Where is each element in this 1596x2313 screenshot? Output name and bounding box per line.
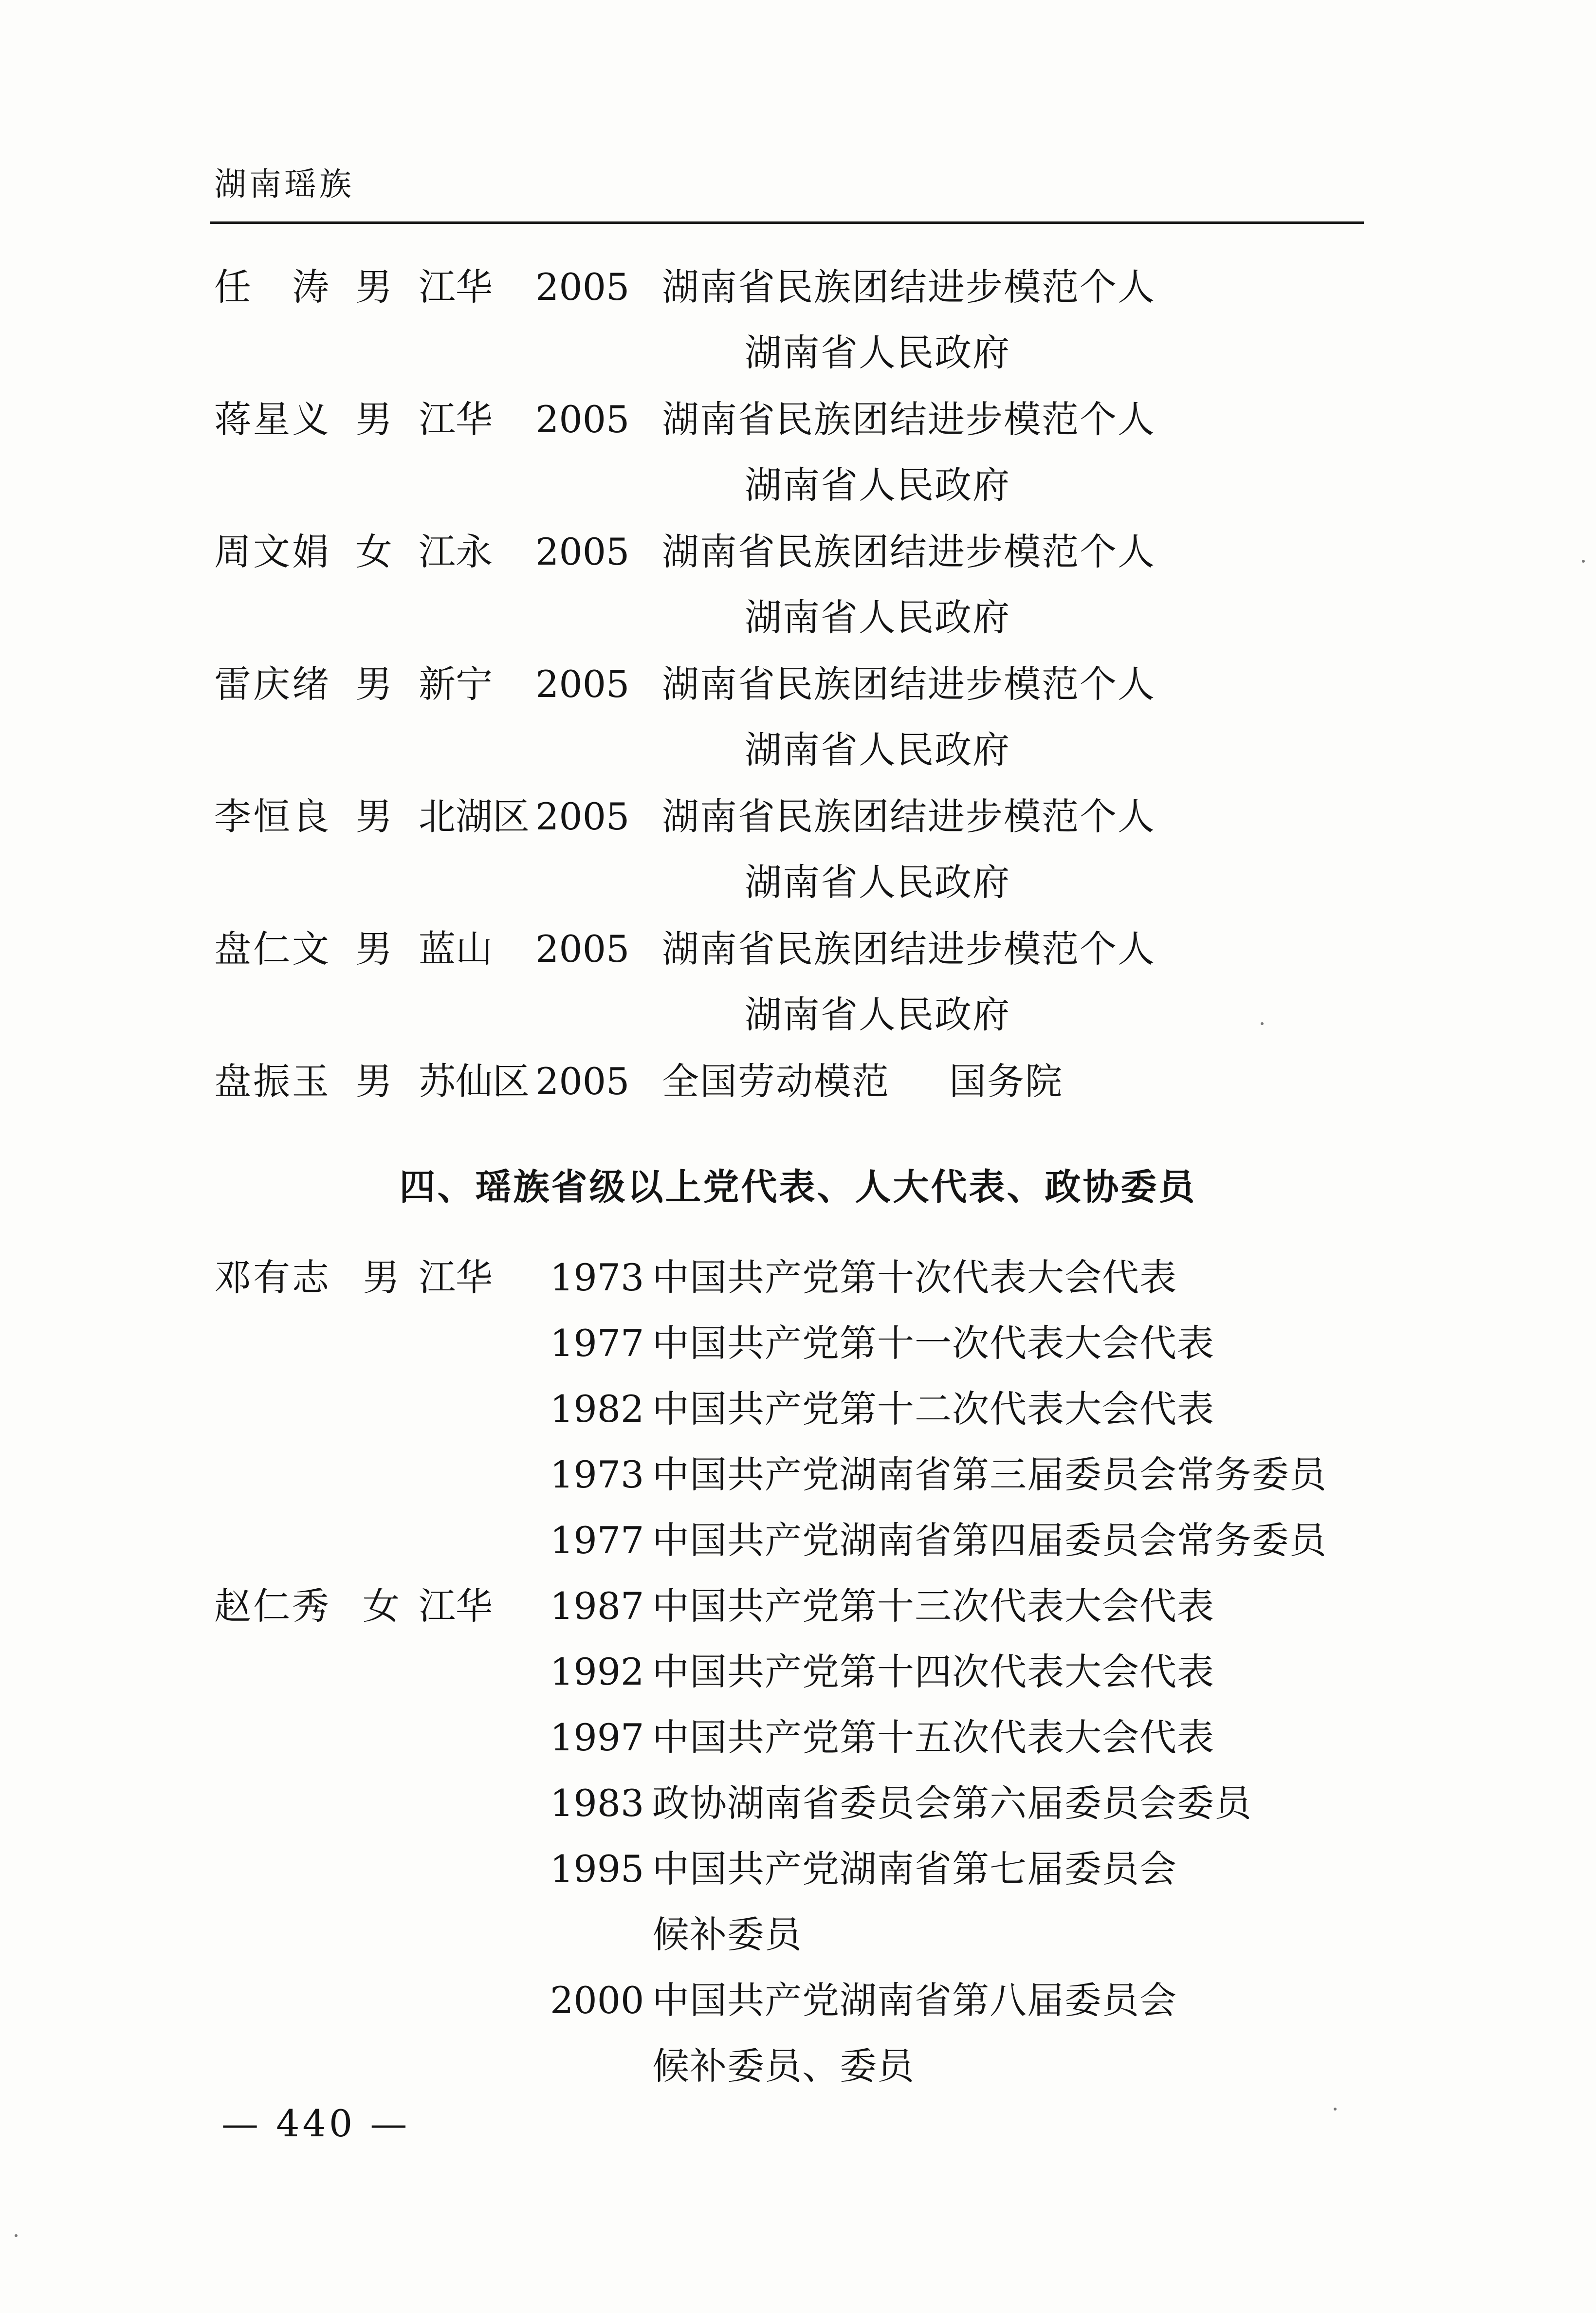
entry-year: 2000 [550, 1979, 644, 2022]
list-item [214, 1648, 1577, 1713]
person-sex: 男 [355, 265, 392, 309]
person-sex: 男 [355, 398, 392, 441]
section-heading: 四、瑶族省级以上党代表、人大代表、政协委员 [399, 1166, 1197, 1208]
list-item [214, 925, 1528, 1057]
person-sex: 女 [355, 530, 392, 573]
awards-list [214, 263, 1528, 1190]
person-place: 江华 [419, 265, 493, 309]
scan-speck [1261, 1022, 1264, 1025]
person-sex: 女 [363, 1584, 400, 1628]
entry-text: 中国共产党第十次代表大会代表 [652, 1256, 1177, 1299]
award-year: 2005 [535, 795, 630, 838]
entry-text: 政协湖南省委员会第六届委员会委员 [652, 1781, 1252, 1825]
person-name: 蒋星义 [214, 398, 331, 441]
award-honor: 全国劳动模范 [662, 1060, 890, 1103]
person-place: 江华 [419, 1256, 493, 1299]
running-title: 湖南瑶族 [214, 165, 354, 203]
list-item [214, 1779, 1577, 1845]
award-year: 2005 [535, 927, 630, 971]
entry-year: 1987 [550, 1584, 644, 1628]
entry-text: 中国共产党湖南省第八届委员会 [652, 1979, 1177, 2022]
award-issuer: 湖南省人民政府 [745, 463, 1010, 507]
person-sex: 男 [355, 795, 392, 838]
list-item [214, 1516, 1577, 1582]
award-issuer: 湖南省人民政府 [745, 331, 1010, 374]
list-item [214, 528, 1528, 660]
list-item [214, 792, 1528, 925]
person-place: 江永 [419, 530, 493, 573]
award-honor: 湖南省民族团结进步模范个人 [662, 265, 1156, 309]
award-issuer: 湖南省人民政府 [745, 728, 1010, 771]
entry-year: 1992 [550, 1650, 644, 1693]
entry-year: 1973 [550, 1453, 644, 1496]
person-name: 赵仁秀 [214, 1584, 331, 1628]
award-issuer: 国务院 [949, 1060, 1063, 1103]
award-year: 2005 [535, 398, 630, 441]
person-name: 盘振玉 [214, 1060, 331, 1103]
award-honor: 湖南省民族团结进步模范个人 [662, 530, 1156, 573]
header-rule [210, 221, 1364, 224]
person-sex: 男 [355, 1060, 392, 1103]
page-number: — 440 — [221, 2102, 410, 2145]
award-year: 2005 [535, 1060, 630, 1103]
person-name: 邓有志 [214, 1256, 331, 1299]
entry-text: 中国共产党第十四次代表大会代表 [652, 1650, 1214, 1693]
award-honor: 湖南省民族团结进步模范个人 [662, 398, 1156, 441]
person-name: 周文娟 [214, 530, 331, 573]
entry-text: 中国共产党第十一次代表大会代表 [652, 1322, 1214, 1365]
person-name: 李恒良 [214, 795, 331, 838]
representatives-list [214, 1253, 1577, 2108]
award-honor: 湖南省民族团结进步模范个人 [662, 927, 1156, 971]
list-item [214, 1319, 1577, 1385]
award-year: 2005 [535, 662, 630, 706]
person-place: 新宁 [419, 662, 493, 706]
entry-continuation: 候补委员 [652, 1913, 802, 1956]
entry-text: 中国共产党第十二次代表大会代表 [652, 1387, 1214, 1431]
scan-speck [1582, 560, 1585, 563]
award-year: 2005 [535, 530, 630, 573]
award-issuer: 湖南省人民政府 [745, 596, 1010, 639]
person-sex: 男 [355, 927, 392, 971]
scan-speck [1334, 2108, 1337, 2111]
scan-speck [15, 2234, 18, 2237]
person-place: 北湖区 [419, 795, 530, 838]
award-honor: 湖南省民族团结进步模范个人 [662, 795, 1156, 838]
list-item [214, 1976, 1577, 2042]
entry-year: 1982 [550, 1387, 644, 1431]
list-item-continuation [214, 1910, 1577, 1976]
entry-year: 1997 [550, 1716, 644, 1759]
entry-year: 1977 [550, 1322, 644, 1365]
list-item [214, 1582, 1577, 1648]
entry-year: 1983 [550, 1781, 644, 1825]
entry-text: 中国共产党湖南省第四届委员会常务委员 [652, 1519, 1327, 1562]
entry-text: 中国共产党第十五次代表大会代表 [652, 1716, 1214, 1759]
person-sex: 男 [363, 1256, 400, 1299]
list-item [214, 660, 1528, 792]
entry-year: 1977 [550, 1519, 644, 1562]
list-item [214, 395, 1528, 528]
entry-year: 1995 [550, 1847, 644, 1891]
entry-text: 中国共产党湖南省第三届委员会常务委员 [652, 1453, 1327, 1496]
entry-continuation: 候补委员、委员 [652, 2044, 915, 2088]
entry-text: 中国共产党第十三次代表大会代表 [652, 1584, 1214, 1628]
list-item [214, 263, 1528, 395]
person-place: 蓝山 [419, 927, 493, 971]
list-item [214, 1385, 1577, 1450]
entry-year: 1973 [550, 1256, 644, 1299]
person-name: 盘仁文 [214, 927, 331, 971]
person-place: 江华 [419, 1584, 493, 1628]
award-honor: 湖南省民族团结进步模范个人 [662, 662, 1156, 706]
award-issuer: 湖南省人民政府 [745, 861, 1010, 904]
person-name: 任 涛 [214, 265, 331, 309]
list-item [214, 1253, 1577, 1319]
list-item [214, 1450, 1577, 1516]
person-place: 江华 [419, 398, 493, 441]
list-item [214, 1845, 1577, 1910]
person-place: 苏仙区 [419, 1060, 530, 1103]
award-issuer: 湖南省人民政府 [745, 993, 1010, 1036]
person-name: 雷庆绪 [214, 662, 331, 706]
person-sex: 男 [355, 662, 392, 706]
list-item [214, 1713, 1577, 1779]
award-year: 2005 [535, 265, 630, 309]
list-item-continuation [214, 2042, 1577, 2108]
entry-text: 中国共产党湖南省第七届委员会 [652, 1847, 1177, 1891]
